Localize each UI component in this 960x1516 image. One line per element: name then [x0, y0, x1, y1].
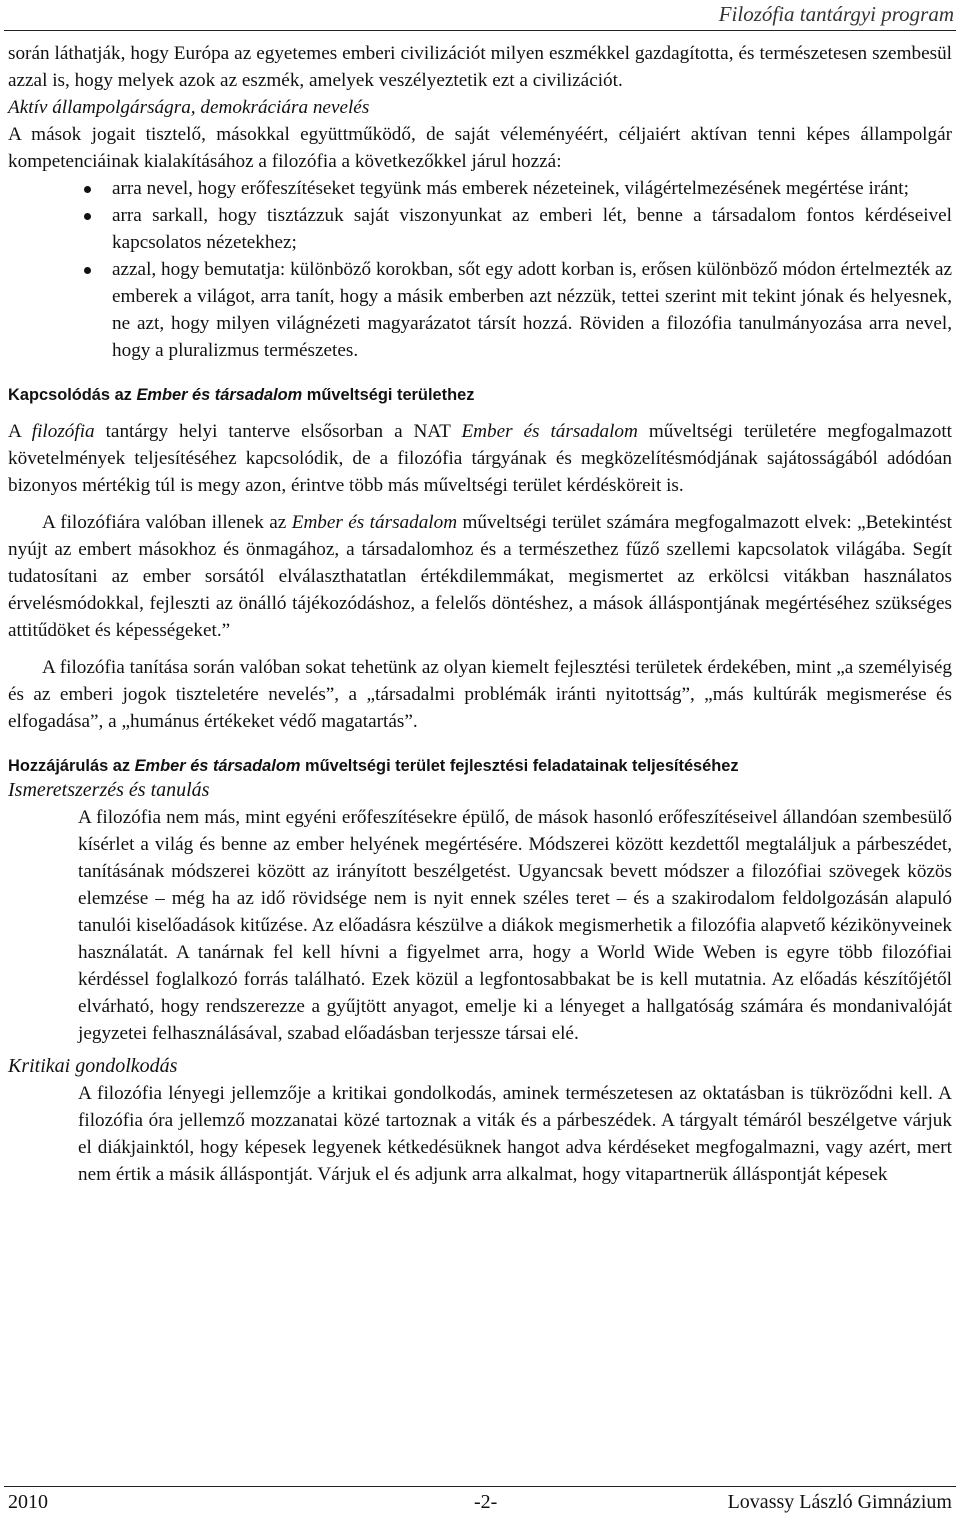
- section1-paragraph-2: A filozófiára valóban illenek az Ember és társadalom műveltségi terület számára megfogalmazott elvek: „Betekintést nyújt az embert másokhoz és önmagához, a társadalomhoz és a természethez fűző szellemi kapcsolatok világába. Segít tudatosítani az ember sorsától elválaszthatatlan értékdilemmákat, megismertet az erkölcsi vitákban használatos érvelésmódokkal, fejleszti az önálló tájékozódáshoz, a felelős döntéshez, a mások álláspontjának megértéséhez szükséges attitűdöket és képességeket.”: [8, 512, 952, 641]
- subheading-ismeretszerzes: Ismeretszerzés és tanulás: [8, 779, 210, 801]
- page-number: -2-: [474, 1491, 498, 1513]
- section1-paragraph-1: A filozófia tantárgy helyi tanterve elsősorban a NAT Ember és társadalom műveltségi területére megfogalmazott követelmények teljesítéséhez kapcsolódik, de a filozófia tárgyának és megközelítésmódjának sajátosságából adódóan bizonyos mértékig túl is megy azon, érintve több más műveltségi terület kérdésköreit is.: [8, 421, 952, 496]
- bullet-icon: [84, 213, 91, 220]
- citizenship-heading: Aktív állampolgárságra, demokráciára nevelés: [8, 97, 370, 118]
- citizenship-lead: A mások jogait tisztelő, másokkal együttműködő, de saját véleményéért, céljaiért aktívan tenni képes állampolgár kompetenciáinak kialakításához a filozófia a következőkkel járul hozzá:: [8, 124, 952, 172]
- footer-school: Lovassy László Gimnázium: [727, 1491, 952, 1513]
- section-title-kapcsolodas: Kapcsolódás az Ember és társadalom műveltségi területhez: [8, 386, 475, 404]
- section1-paragraph-3: A filozófia tanítása során valóban sokat tehetünk az olyan kiemelt fejlesztési területek érdekében, mint „a személyiség és az emberi jogok tiszteletére nevelés”, a „társadalmi problémák iránti nyitottság”, „más kultúrák megismerése és elfogadása”, a „humánus értékeket védő magatartás”.: [8, 657, 952, 732]
- kritikai-paragraph: A filozófia lényegi jellemzője a kritikai gondolkodás, aminek természetesen az oktatásban is tükröződni kell. A filozófia óra jellemző mozzanatai közé tartoznak a viták és a párbeszédek. A tárgyalt témáról beszélgetve várjuk el diákjainktól, hogy képesek legyenek kétkedésüknek hangot adva kérdéseket megfogalmazni, vagy azért, mert nem értik a másik álláspontját. Várjuk el és adjunk arra alkalmat, hogy vitapartnerük álláspontját képesek: [78, 1083, 952, 1185]
- subheading-kritikai: Kritikai gondolkodás: [8, 1055, 178, 1077]
- header-divider: [4, 30, 956, 31]
- page-header: [0, 0, 954, 28]
- ismeretszerzes-paragraph: A filozófia nem más, mint egyéni erőfeszítésekre épülő, de mások hasonló erőfeszítéseivel állandóan szembesülő kísérlet a világ és benne az ember helyének megértésére. Módszerei között kezdettől megtaláljuk a párbeszédet, tanításának módszerei között az irányított beszélgetést. Ugyancsak bevett módszer a filozófiai szövegek közös elemzése – még ha az idő rövidsége nem is nyit ennek széles teret – és a szakirodalom feldolgozásán alapuló tanulói kiselőadások kitűzése. Az előadásra készülve a diákok megismerhetik a filozófia alapvető kézikönyveinek használatát. A tanárnak fel kell hívni a figyelmet arra, hogy a World Wide Weben is egyre több filozófiai kérdéssel foglalkozó forrás található. Ezek közül a legfontosabbakat be is kell mutatnia. Az előadás készítőjétől elvárható, hogy rendszerezze a gyűjtött anyagot, emelje ki a lényeget a hallgatóság számára és mondanivalóját jegyzetei felhasználásával, szabad előadásban terjessze társai elé.: [78, 807, 952, 1044]
- header-title: Filozófia tantárgyi program: [718, 2, 954, 26]
- footer-year: 2010: [8, 1491, 48, 1513]
- list-item: [8, 175, 952, 202]
- page-content: [8, 40, 952, 1188]
- bullet-text: arra nevel, hogy erőfeszítéseket tegyünk más emberek nézeteinek, világértelmezésének megértése iránt;: [112, 178, 909, 199]
- list-item: [8, 202, 952, 256]
- bullet-text: azzal, hogy bemutatja: különböző korokban, sőt egy adott korban is, erősen különböző módon értelmezték az emberek a világot, arra tanít, hogy a másik emberben azt nézzük, tettei szerint mit tekint jónak és helyesnek, ne azt, hogy milyen világnézeti magyarázatot társít hozzá. Röviden a filozófia tanulmányozása arra nevel, hogy a pluralizmus természetes.: [112, 259, 952, 361]
- list-item: [8, 256, 952, 364]
- bullet-icon: [84, 186, 91, 193]
- citizenship-bullet-list: [8, 175, 952, 364]
- section-title-hozzajarulas: Hozzájárulás az Ember és társadalom műveltségi terület fejlesztési feladatainak teljesítéséhez: [8, 757, 739, 775]
- bullet-icon: [84, 267, 91, 274]
- page-footer: [8, 1490, 952, 1514]
- bullet-text: arra sarkall, hogy tisztázzuk saját viszonyunkat az emberi lét, benne a társadalom fontos kérdéseivel kapcsolatos nézetekhez;: [112, 205, 952, 253]
- footer-divider: [4, 1486, 956, 1487]
- intro-paragraph: során láthatják, hogy Európa az egyetemes emberi civilizációt milyen eszmékkel gazdagította, és természetesen szembesül azzal is, hogy melyek azok az eszmék, amelyek veszélyeztetik ezt a civilizációt.: [8, 43, 952, 91]
